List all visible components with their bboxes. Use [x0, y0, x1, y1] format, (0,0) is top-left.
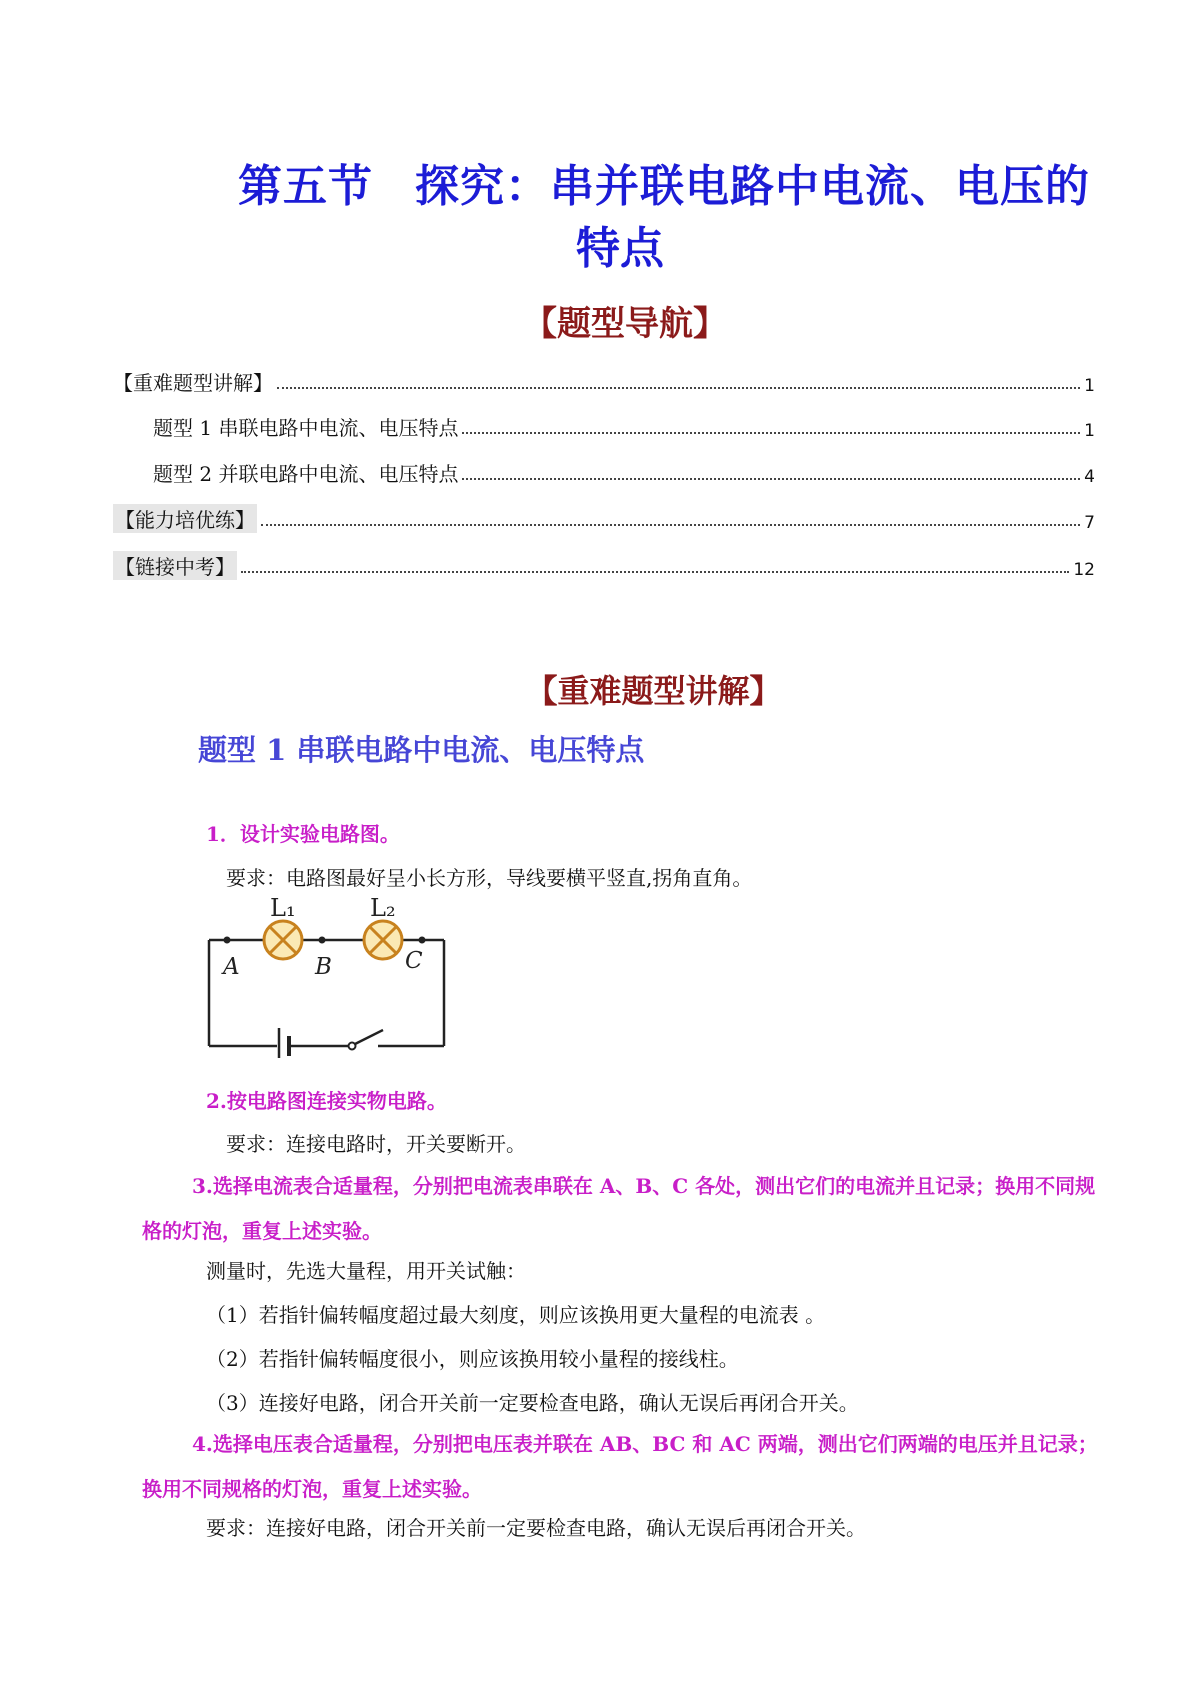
toc-entry-key-types[interactable]: [113, 364, 1095, 396]
nav-heading: 【题型导航】: [523, 304, 727, 344]
page-title-line2: 特点: [576, 223, 664, 274]
toc-entry-type2[interactable]: [153, 455, 1095, 487]
toc-entry-practice[interactable]: [113, 501, 1095, 533]
toc-leader: [462, 478, 1080, 480]
toc-label: 题型 1 串联电路中电流、电压特点: [153, 416, 459, 440]
step4-requirement: 要求：连接好电路，闭合开关前一定要检查电路，确认无误后再闭合开关。: [206, 1516, 866, 1540]
toc-leader: [241, 571, 1069, 573]
toc-label: 题型 2 并联电路中电流、电压特点: [153, 462, 459, 486]
step2-requirement: 要求：连接电路时，开关要断开。: [226, 1132, 526, 1156]
toc-label: 【链接中考】: [113, 551, 237, 580]
toc-leader: [261, 524, 1080, 526]
step3-note: 测量时，先选大量程，用开关试触：: [206, 1259, 526, 1283]
step2-title: 2.按电路图连接实物电路。: [206, 1089, 447, 1113]
point-a-dot: [224, 937, 231, 944]
toc-page-number: 1: [1084, 376, 1095, 396]
toc-leader: [277, 387, 1080, 389]
point-b-dot: [319, 937, 326, 944]
toc-page-number: 1: [1084, 421, 1095, 441]
toc-leader: [462, 432, 1080, 434]
toc-label: 【能力培优练】: [113, 504, 257, 533]
step4-title-text: 4.选择电压表合适量程，分别把电压表并联在 AB、BC 和 AC 两端，测出它们两端的电压并且记录；换用不同规格的灯泡，重复上述实验。: [142, 1432, 1098, 1501]
step3-item1: （1）若指针偏转幅度超过最大刻度，则应该换用更大量程的电流表 。: [206, 1303, 826, 1327]
point-c-label: C: [405, 948, 423, 974]
step4-title: [142, 1422, 1102, 1512]
toc-label: 【重难题型讲解】: [113, 371, 273, 395]
step3-title: [142, 1164, 1102, 1254]
point-c-dot: [419, 937, 426, 944]
point-a-label: A: [223, 954, 240, 980]
step1-title: 1．设计实验电路图。: [206, 822, 400, 846]
toc-page-number: 12: [1073, 560, 1095, 580]
lamp-l2-icon: [364, 921, 402, 959]
toc-page-number: 4: [1084, 467, 1095, 487]
lamp-l1-icon: [264, 921, 302, 959]
step3-title-text: 3.选择电流表合适量程，分别把电流表串联在 A、B、C 各处，测出它们的电流并且记录；换用不同规格的灯泡，重复上述实验。: [142, 1174, 1096, 1243]
step3-item2: （2）若指针偏转幅度很小，则应该换用较小量程的接线柱。: [206, 1347, 739, 1371]
page-title-line1: [238, 150, 1090, 214]
series-circuit-diagram: [200, 898, 460, 1058]
toc-entry-exam-link[interactable]: [113, 548, 1095, 580]
section-heading: 【重难题型讲解】: [525, 672, 782, 710]
toc-entry-type1[interactable]: [153, 409, 1095, 441]
lamp-l1-label: L₁: [270, 898, 296, 922]
step1-requirement: 要求：电路图最好呈小长方形，导线要横平竖直,拐角直角。: [226, 866, 753, 890]
title-section-number: 第五节: [238, 161, 373, 212]
type-heading: 题型 1 串联电路中电流、电压特点: [198, 733, 645, 767]
step3-item3: （3）连接好电路，闭合开关前一定要检查电路，确认无误后再闭合开关。: [206, 1391, 859, 1415]
title-main-text: 探究：串并联电路中电流、电压的: [415, 161, 1090, 212]
toc-page-number: 7: [1084, 513, 1095, 533]
lamp-l2-label: L₂: [370, 898, 396, 922]
point-b-label: B: [315, 954, 332, 980]
switch-icon: [349, 1030, 384, 1050]
